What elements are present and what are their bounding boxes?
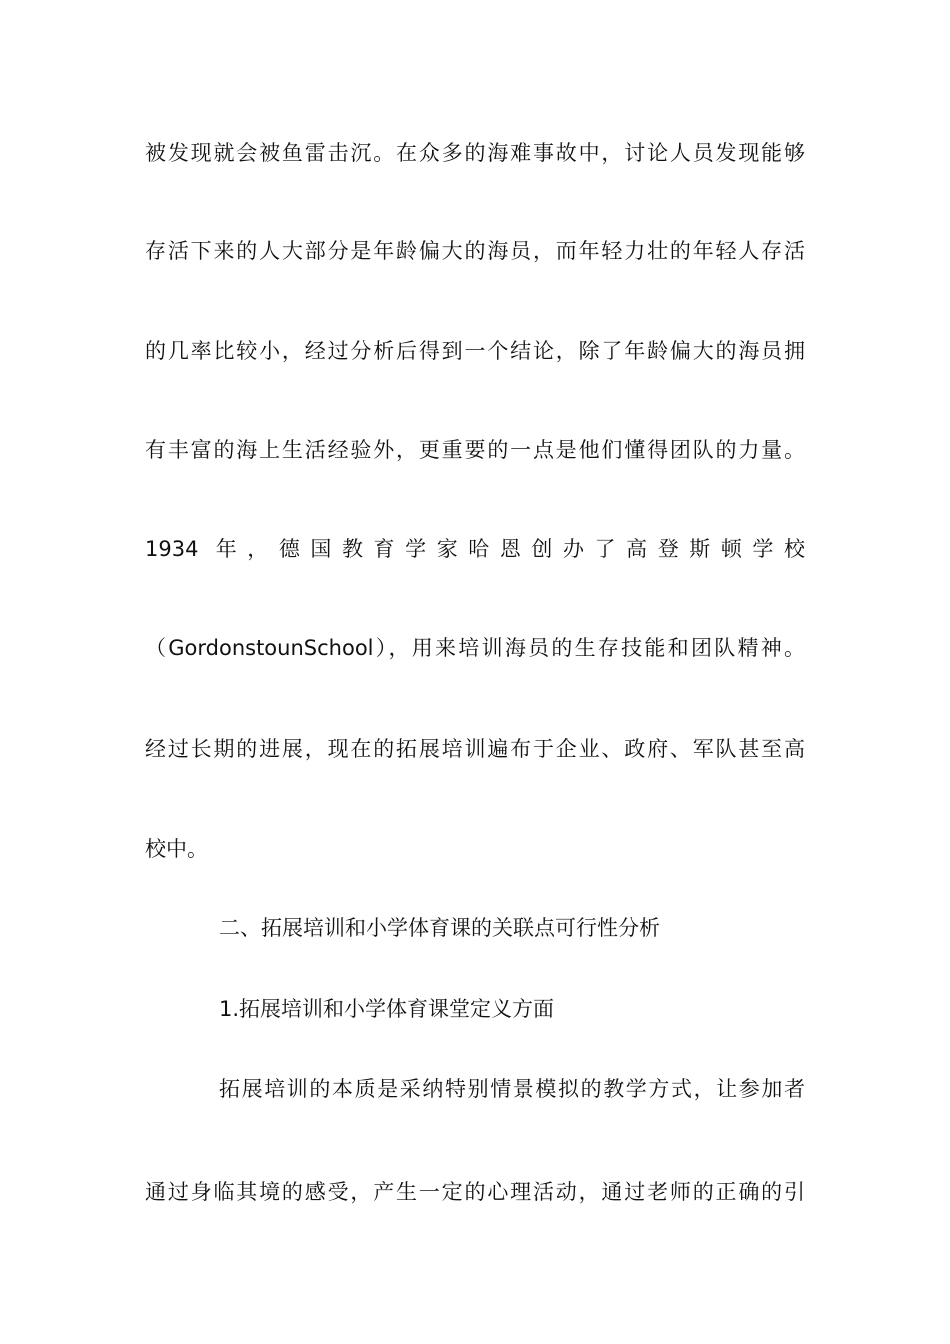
section-heading: 二、拓展培训和小学体育课的关联点可行性分析 bbox=[219, 916, 660, 940]
body-line-2: 存活下来的人大部分是年龄偏大的海员，而年轻力壮的年轻人存活 bbox=[145, 239, 805, 263]
body-line-7: 经过长期的进展，现在的拓展培训遍布于企业、政府、军队甚至高 bbox=[145, 737, 805, 761]
body-line-1: 被发现就会被鱼雷击沉。在众多的海难事故中，讨论人员发现能够 bbox=[145, 141, 805, 165]
body-line-4: 有丰富的海上生活经验外，更重要的一点是他们懂得团队的力量。 bbox=[145, 438, 805, 462]
body-line-5: 1934 年，德国教育学家哈恩创办了高登斯顿学校 bbox=[145, 537, 805, 561]
body-line-6: （GordonstounSchool），用来培训海员的生存技能和团队精神。 bbox=[145, 636, 805, 660]
paragraph-line-2: 通过身临其境的感受，产生一定的心理活动，通过老师的正确的引 bbox=[145, 1180, 805, 1204]
paragraph-line-1: 拓展培训的本质是采纳特别情景模拟的教学方式，让参加者 bbox=[219, 1077, 805, 1101]
body-line-3: 的几率比较小，经过分析后得到一个结论，除了年龄偏大的海员拥 bbox=[145, 339, 805, 363]
body-line-8: 校中。 bbox=[145, 837, 208, 861]
subsection-heading: 1.拓展培训和小学体育课堂定义方面 bbox=[219, 997, 555, 1021]
